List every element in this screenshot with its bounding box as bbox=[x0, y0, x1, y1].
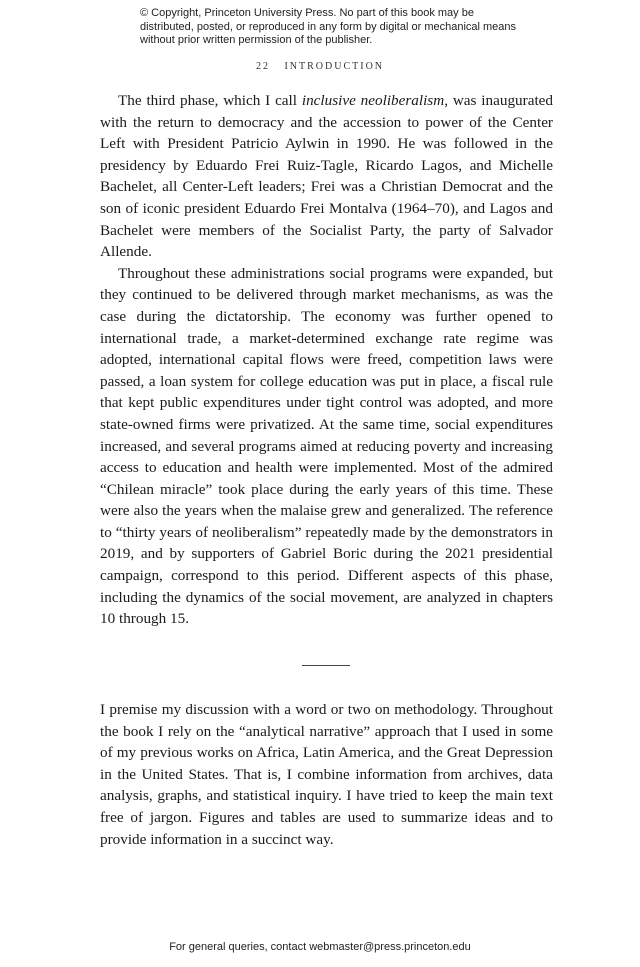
footer-contact: For general queries, contact webmaster@press.princeton.edu bbox=[169, 941, 471, 953]
paragraph-methodology: I premise my discussion with a word or two on methodology. Throughout the book I rely on the “analytical narrative” approach that I used in some of my previous works on Africa, Latin America, and the Great Depression in the United States. That is, I combine information from archives, data analysis, graphs, and statistical inquiry. I have tried to keep the main text free of jargon. Figures and tables are used to summarize ideas and to provide information in a succinct way. bbox=[100, 701, 553, 848]
section-divider bbox=[302, 665, 350, 666]
running-head bbox=[0, 61, 640, 72]
paragraph-text: , was inaugurated with the return to democracy and the accession to power of the Center Left with President Patricio Aylwin in 1990. He was followed in the presidency by Eduardo Frei Ruiz-Tagle, Ricardo Lagos, and Michelle Bachelet, all Center-Left leaders; Frei was a Christian Democrat and the son of iconic president Eduardo Frei Montalva (1964–70), and Lagos and Bachelet were members of the Socialist Party, the party of Salvador Allende. bbox=[100, 92, 553, 261]
section-title: INTRODUCTION bbox=[284, 61, 385, 72]
copyright-notice: © Copyright, Princeton University Press. No part of this book may be distributed, posted, or reproduced in any form by digital or mechanical means without prior written permission of the publisher. bbox=[140, 7, 517, 46]
page-number: 22 bbox=[255, 61, 270, 72]
paragraph-text: The third phase, which I call bbox=[118, 92, 302, 109]
emphasis-term: inclusive neoliberalism bbox=[301, 92, 445, 109]
paragraph-administrations: Throughout these administrations social programs were expanded, but they continued to be delivered through market mechanisms, as was the case during the dictatorship. The economy was further opened to international trade, a market-determined exchange rate regime was adopted, international capital flows were freed, competition laws were passed, a loan system for college education was put in place, a fiscal rule that kept public expenditures under tight control was adopted, and more state-owned firms were privatized. At the same time, social expenditures increased, and several programs aimed at reducing poverty and increasing access to education and health were implemented. Most of the admired “Chilean miracle” took place during the early years of this time. These were also the years when the malaise grew and generalized. The reference to “thirty years of neoliberalism” repeatedly made by the demonstrators in 2019, and by supporters of Gabriel Boric during the 2021 presidential campaign, correspond to this period. Different aspects of this phase, including the dynamics of the social movement, are analyzed in chapters 10 through 15. bbox=[100, 264, 553, 628]
paragraph-third-phase bbox=[100, 90, 553, 263]
main-text bbox=[100, 90, 553, 630]
methodology-text bbox=[100, 699, 553, 850]
